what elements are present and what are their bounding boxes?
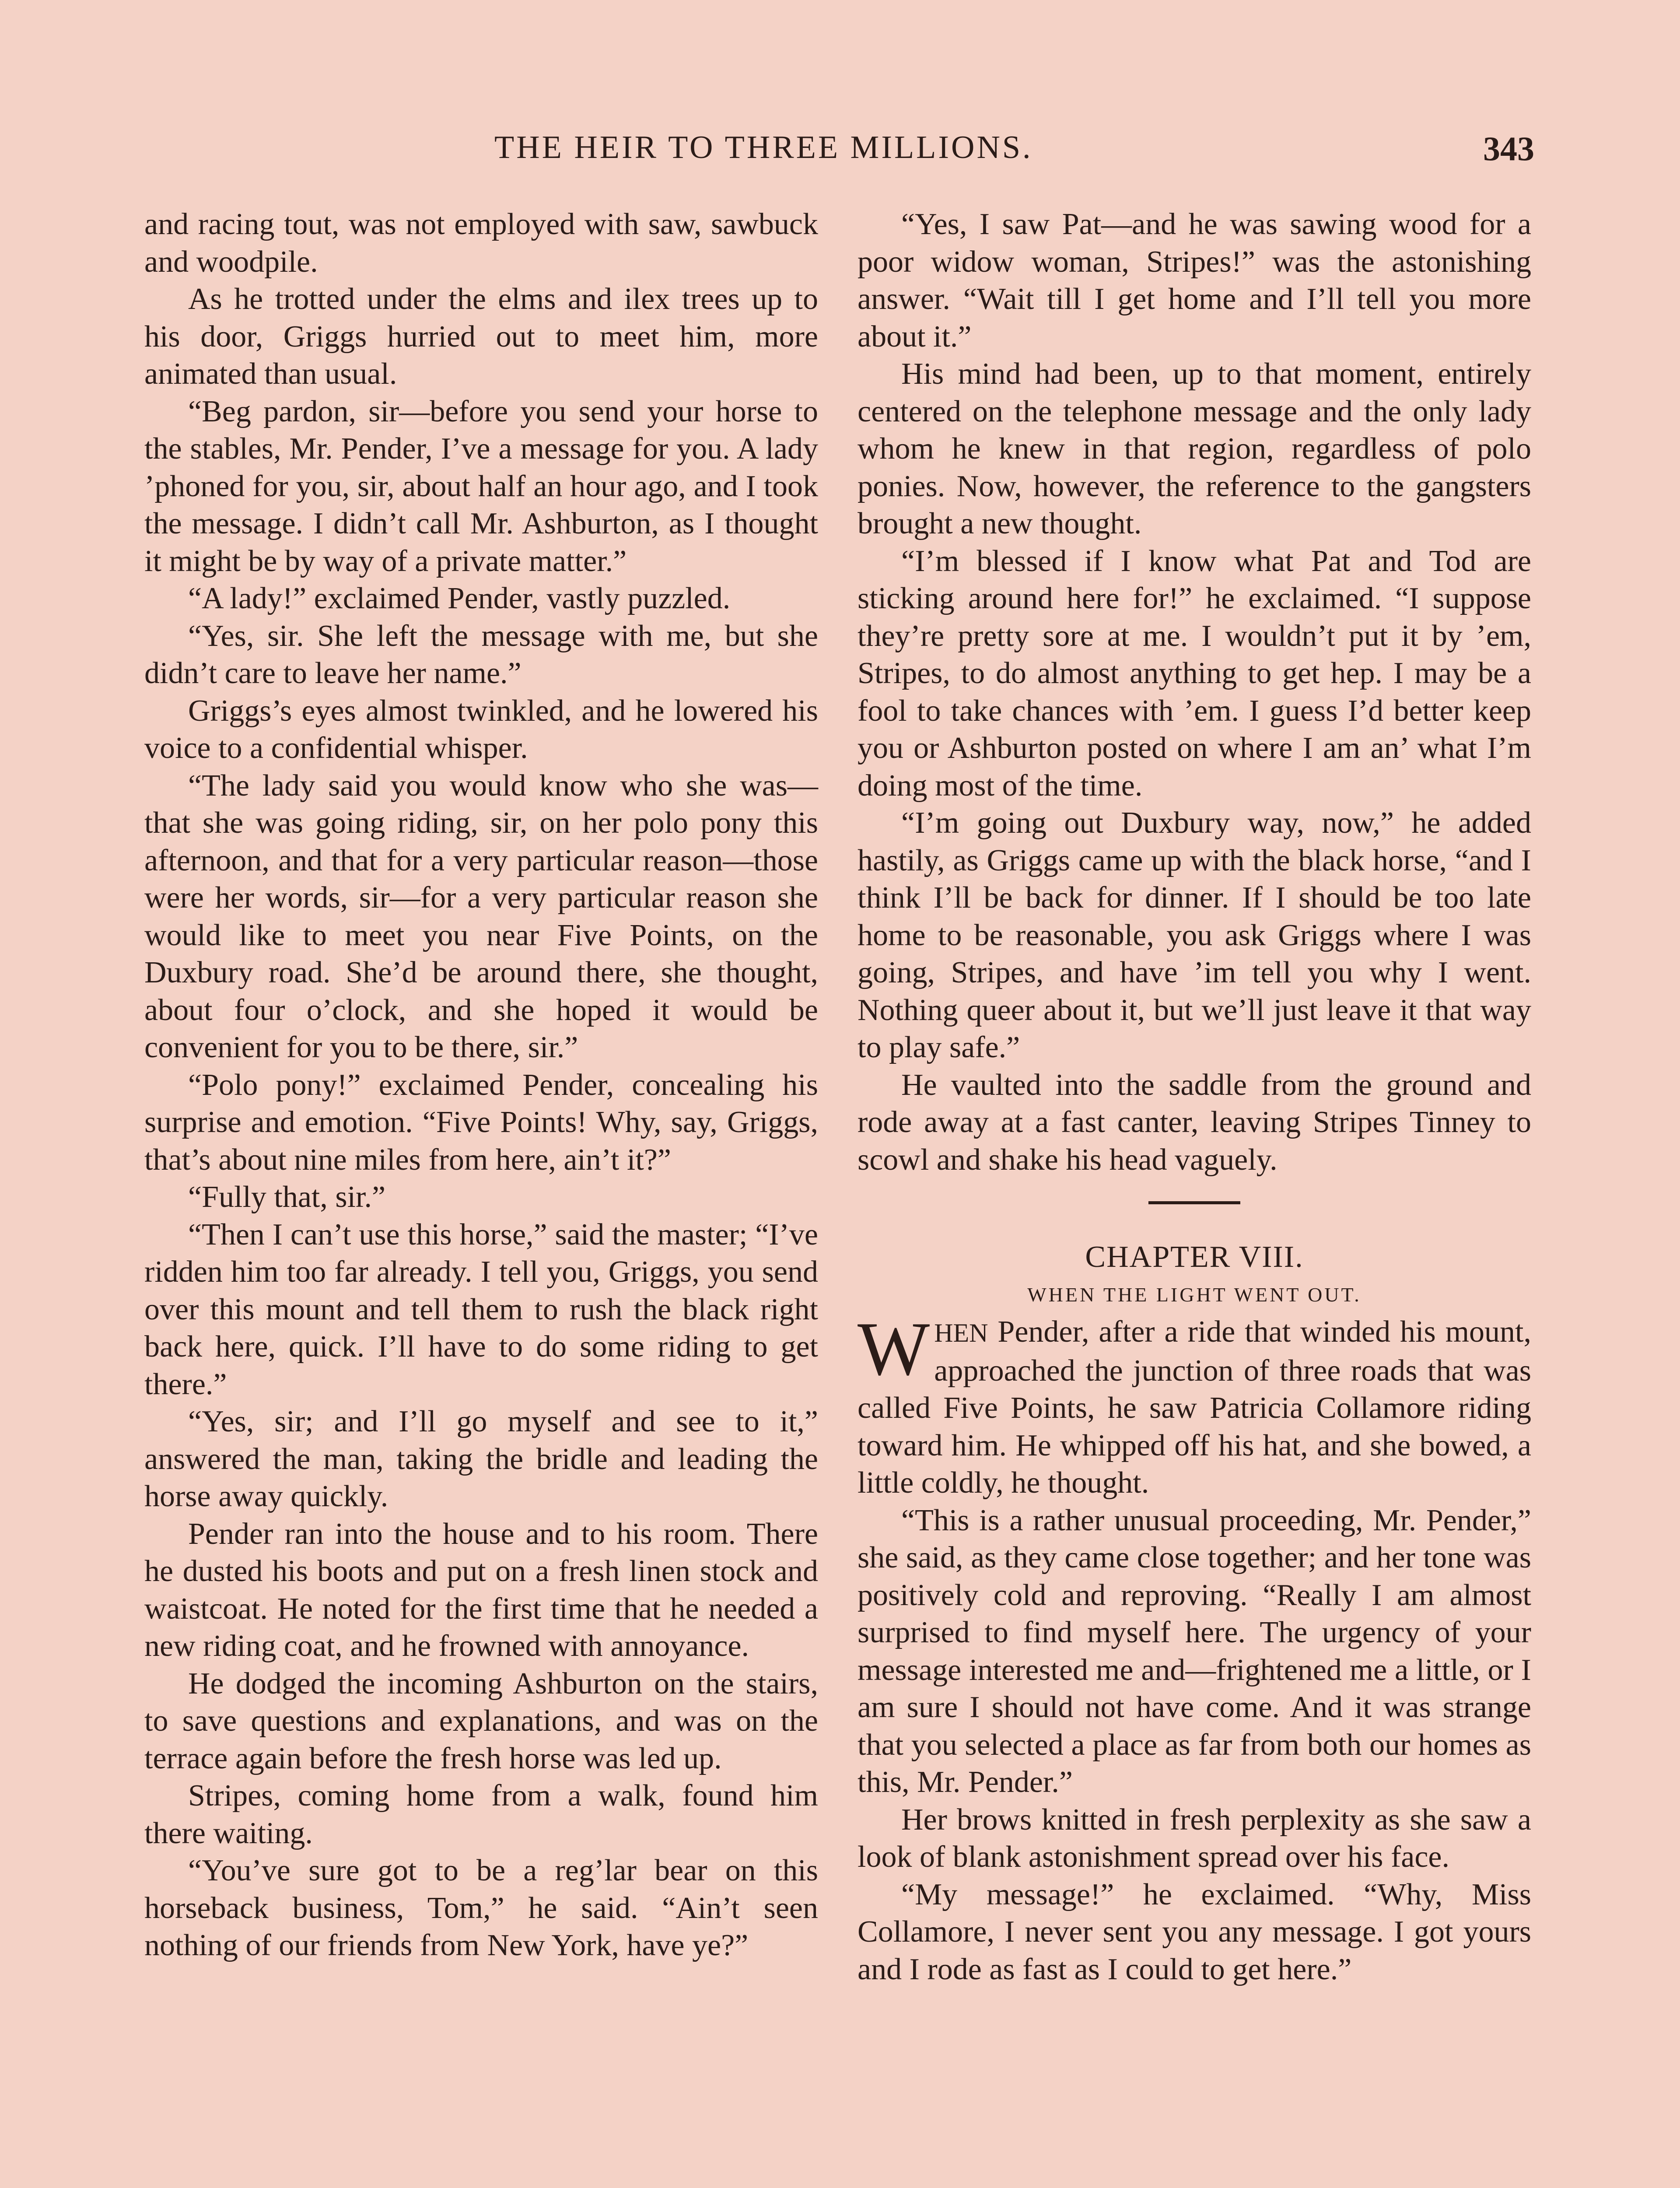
paragraph: As he trotted under the elms and ilex trees up to his door, Griggs hurried out to meet him, more animated than usual. xyxy=(144,282,818,391)
paragraph: and racing tout, was not employed with saw, sawbuck and woodpile. xyxy=(144,207,818,279)
drop-cap: W xyxy=(858,1306,930,1391)
paragraph: “This is a rather unusual proceeding, Mr. Pender,” she said, as they came close together; and her tone was positively cold and reproving. “Really I am almost surprised to find myself here. The urgency of your message interested me and—frightened me a little, or I am sure I should not have come. And it was strange that you selected a place as far from both our homes as this, Mr. Pender.” xyxy=(858,1503,1531,1799)
paragraph: “Then I can’t use this horse,” said the master; “I’ve ridden him too far already. I tell you, Griggs, you send over this mount and tell them to rush the black right back here, quick. I’ll have to do some riding to get there.” xyxy=(144,1217,818,1401)
paragraph: “A lady!” exclaimed Pender, vastly puzzled. xyxy=(188,582,731,615)
paragraph: “I’m blessed if I know what Pat and Tod are sticking around here for!” he exclaimed. “I suppose they’re pretty sore at me. I wouldn’t put it by ’em, Stripes, to do almost anything to get hep. I may be a fool to take chances with ’em. I guess I’d better keep you or Ashburton posted on where I am an’ what I’m doing most of the time. xyxy=(858,544,1531,803)
chapter-title: CHAPTER VIII. xyxy=(1085,1240,1304,1274)
paragraph: He vaulted into the saddle from the ground and rode away at a fast canter, leaving Stripes Tinney to scowl and shake his head vaguely. xyxy=(858,1068,1531,1177)
paragraph: “My message!” he exclaimed. “Why, Miss Collamore, I never sent you any message. I got yours and I rode as fast as I could to get here.” xyxy=(858,1877,1531,1986)
paragraph: Pender ran into the house and to his room. There he dusted his boots and put on a fresh linen stock and waistcoat. He noted for the first time that he needed a new riding coat, and he frowned with annoyance. xyxy=(144,1517,818,1663)
paragraph: “Yes, I saw Pat—and he was sawing wood for a poor widow woman, Stripes!” was the astonishing answer. “Wait till I get home and I’ll tell you more about it.” xyxy=(858,207,1531,354)
first-paragraph-text: Pender, after a ride that winded his mount, approached the junction of three roads that was called Five Points, he saw Patricia Collamore riding toward him. He whipped off his hat, and she bowed, a little coldly, he thought. xyxy=(858,1315,1531,1500)
paragraph: “Yes, sir. She left the message with me, but she didn’t care to leave her name.” xyxy=(144,619,818,690)
paragraph: His mind had been, up to that moment, entirely centered on the telephone message and the only lady whom he knew in that region, regardless of polo ponies. Now, however, the reference to the gangsters brought a new thought. xyxy=(858,357,1531,540)
paragraph: “Yes, sir; and I’ll go myself and see to it,” answered the man, taking the bridle and leading the horse away quickly. xyxy=(144,1405,818,1513)
running-title: THE HEIR TO THREE MILLIONS. xyxy=(494,130,1033,165)
paragraph: “Beg pardon, sir—before you send your horse to the stables, Mr. Pender, I’ve a message for you. A lady ’phoned for you, sir, about half an hour ago, and I took the message. I didn’t call Mr. Ashburton, as I thought it might be by way of a private matter.” xyxy=(144,394,818,578)
chapter-first-paragraph xyxy=(858,1306,1531,1502)
section-divider xyxy=(1148,1201,1240,1204)
page-header xyxy=(0,129,1680,177)
paragraph: “You’ve sure got to be a reg’lar bear on this horseback business, Tom,” he said. “Ain’t seen nothing of our friends from New York, have ye?” xyxy=(144,1854,818,1962)
paragraph: Griggs’s eyes almost twinkled, and he lowered his voice to a confidential whisper. xyxy=(144,694,818,765)
page-number: 343 xyxy=(1483,130,1534,168)
paragraph: “Polo pony!” exclaimed Pender, concealing his surprise and emotion. “Five Points! Why, say, Griggs, that’s about nine miles from here, ain’t it?” xyxy=(144,1068,818,1177)
chapter-subtitle: WHEN THE LIGHT WENT OUT. xyxy=(1027,1283,1362,1306)
right-column xyxy=(858,206,1531,1988)
paragraph: Her brows knitted in fresh perplexity as she saw a look of blank astonishment spread over his face. xyxy=(858,1802,1531,1874)
paragraph: “The lady said you would know who she was—that she was going riding, sir, on her polo pony this afternoon, and that for a very particular reason—those were her words, sir—for a very particular reason she would like to meet you near Five Points, on the Duxbury road. She’d be around there, she thought, about four o’clock, and she hoped it would be convenient for you to be there, sir.” xyxy=(144,768,818,1064)
paragraph: He dodged the incoming Ashburton on the stairs, to save questions and explanations, and was on the terrace again before the fresh horse was led up. xyxy=(144,1666,818,1775)
first-word-rest: HEN xyxy=(934,1318,988,1347)
paragraph: “Fully that, sir.” xyxy=(188,1180,386,1214)
paragraph: “I’m going out Duxbury way, now,” he added hastily, as Griggs came up with the black horse, “and I think I’ll be back for dinner. If I should be too late home to be reasonable, you ask Griggs where I was going, Stripes, and have ’im tell you why I went. Nothing queer about it, but we’ll just leave it that way to play safe.” xyxy=(858,806,1531,1064)
left-column xyxy=(144,206,818,1964)
paragraph: Stripes, coming home from a walk, found him there waiting. xyxy=(144,1779,818,1850)
